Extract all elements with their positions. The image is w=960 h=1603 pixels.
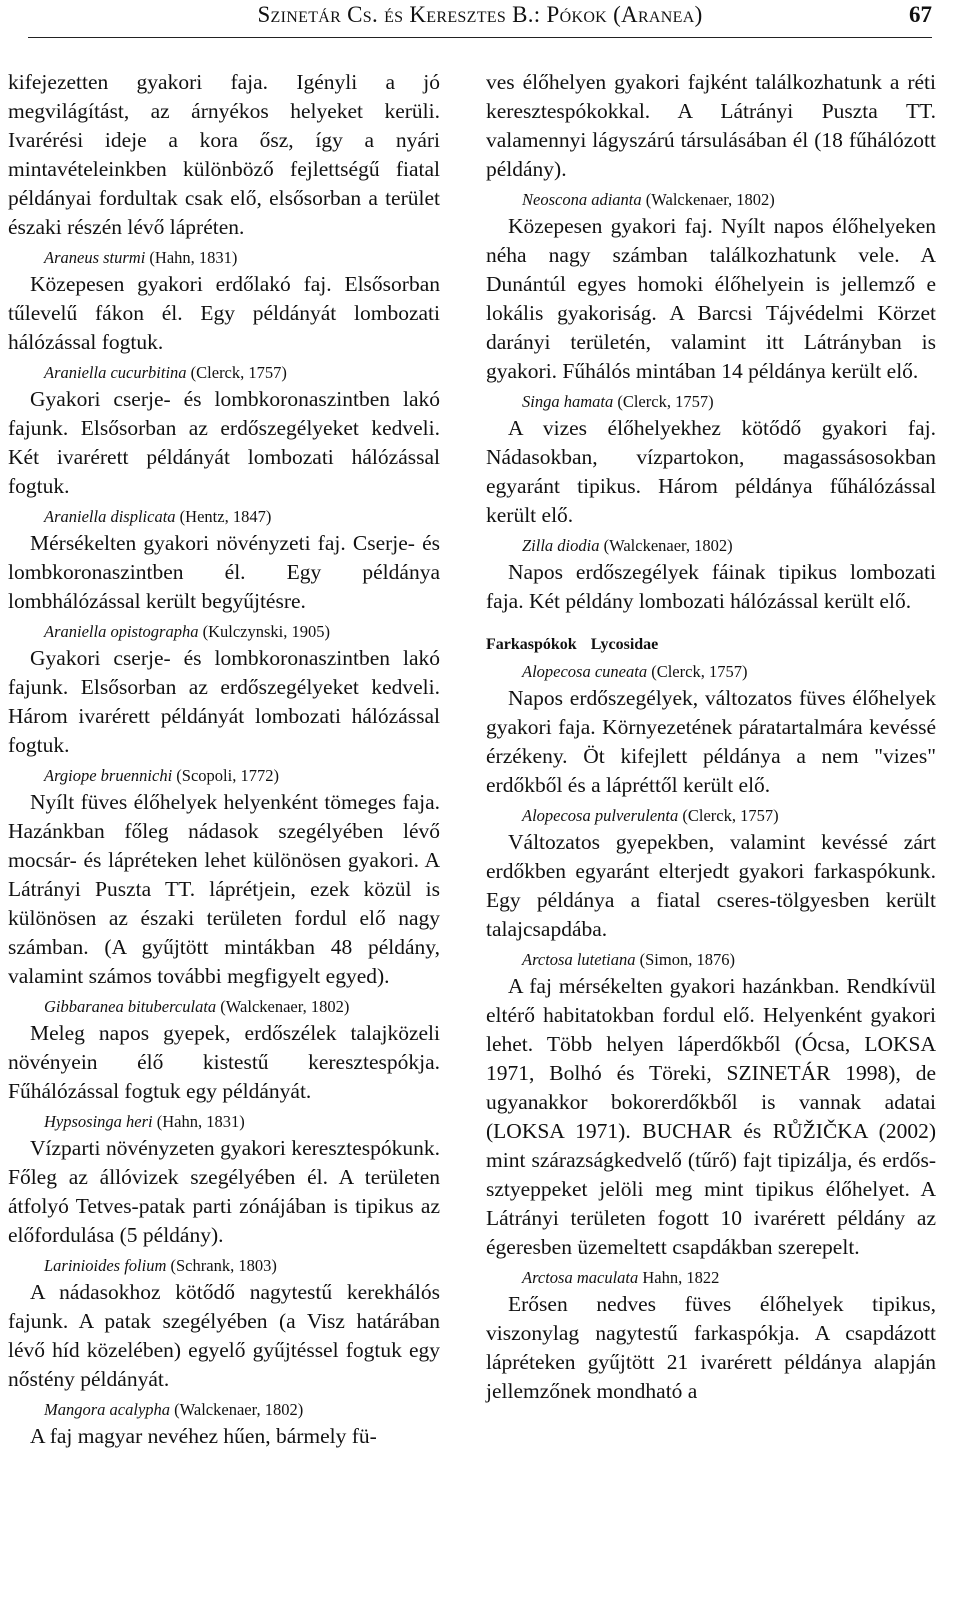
species-description: Vízparti növényzeten gyakori keresztespókunk. Főleg az állóvizek szegélyében él. A területen átfolyó Tetves-patak parti zónájában is tipikus az előfordulása (5 példány). bbox=[8, 1136, 440, 1247]
species-name: Arctosa lutetiana bbox=[522, 950, 636, 969]
species-description: Közepesen gyakori faj. Nyílt napos élőhelyeken néha nagy számban találkozhatunk vele. A Dunántúl egyes homoki élőhelyein is jellemző e lokális gyakoriság. A Barcsi Tájvédelmi Körzet darányi területén, valamint itt Látrányban is gyakori. Fűhálós mintában 14 példánya került elő. bbox=[486, 214, 936, 383]
species-name: Araniella opistographa bbox=[44, 622, 199, 641]
species-description: Gyakori cserje- és lombkoronaszintben lakó fajunk. Elsősorban az erdőszegélyeket kedveli. Két ivarérett példányát lombozati hálózással fogtuk. bbox=[8, 387, 440, 498]
species-heading bbox=[8, 1398, 440, 1421]
species-description: Mérsékelten gyakori növényzeti faj. Cserje- és lombkoronaszintben él. Egy példánya lombhálózással került begyűjtésre. bbox=[8, 531, 440, 613]
species-name: Araniella cucurbitina bbox=[44, 363, 187, 382]
right-column bbox=[486, 68, 936, 1406]
species-author: (Hahn, 1831) bbox=[156, 1112, 245, 1131]
species-description: Napos erdőszegélyek fáinak tipikus lombozati faja. Két példány lombozati hálózással került elő. bbox=[486, 560, 936, 613]
species-description: A nádasokhoz kötődő nagytestű kerekhálós fajunk. A patak szegélyében (a Visz határában lévő híd közelében) egyelő gyűjtéssel fogtuk egy nőstény példányát. bbox=[8, 1280, 440, 1391]
species-heading bbox=[8, 1110, 440, 1133]
species-heading bbox=[486, 804, 936, 827]
species-author: (Walckenaer, 1802) bbox=[603, 536, 733, 555]
species-heading bbox=[486, 188, 936, 211]
species-description: Meleg napos gyepek, erdőszélek talajközeli növényein élő kistestű keresztespókja. Fűhálózással fogtuk egy példányát. bbox=[8, 1021, 440, 1103]
species-name: Mangora acalypha bbox=[44, 1400, 171, 1419]
species-name: Araniella displicata bbox=[44, 507, 176, 526]
species-author: (Hahn, 1831) bbox=[149, 248, 238, 267]
species-author: (Clerck, 1757) bbox=[651, 662, 748, 681]
species-heading bbox=[486, 390, 936, 413]
family-name-hungarian: Farkaspókok bbox=[486, 636, 577, 653]
species-heading bbox=[8, 361, 440, 384]
family-name-latin: Lycosidae bbox=[590, 636, 659, 653]
species-description: Nyílt füves élőhelyek helyenként tömeges faja. Hazánkban főleg nádasok szegélyében lévő mocsár- és lápréteken lehet különösen gyakori. A Látrányi Puszta TT. láprétjein, ezek közül is különösen az északi területen fordul elő nagy számban. (A gyűjtött mintákban 48 példány, valamint számos további megfigyelt egyed). bbox=[8, 790, 440, 988]
species-author: Hahn, 1822 bbox=[642, 1268, 720, 1287]
running-header bbox=[28, 0, 932, 38]
species-heading bbox=[8, 1254, 440, 1277]
species-author: (Clerck, 1757) bbox=[190, 363, 287, 382]
species-author: (Scopoli, 1772) bbox=[176, 766, 279, 785]
running-title: Szinetár Cs. és Keresztes B.: Pókok (Aranea) bbox=[257, 2, 703, 27]
species-author: (Simon, 1876) bbox=[639, 950, 735, 969]
species-author: (Clerck, 1757) bbox=[617, 392, 714, 411]
paragraph-continued: ves élőhelyen gyakori fajként találkozhatunk a réti keresztespókokkal. A Látrányi Puszta TT. valamennyi lágyszárú társulásában él (18 fűhálózott példány). bbox=[486, 70, 936, 181]
species-author: (Hentz, 1847) bbox=[179, 507, 272, 526]
species-name: Larinioides folium bbox=[44, 1256, 167, 1275]
species-description: Közepesen gyakori erdőlakó faj. Elsősorban tűlevelű fákon él. Egy példányát lombozati hálózással fogtuk. bbox=[8, 272, 440, 354]
species-heading bbox=[486, 1266, 936, 1289]
species-name: Neoscona adianta bbox=[522, 190, 642, 209]
species-heading bbox=[486, 948, 936, 971]
species-heading bbox=[486, 660, 936, 683]
species-author: (Schrank, 1803) bbox=[170, 1256, 277, 1275]
species-heading bbox=[8, 764, 440, 787]
species-name: Singa hamata bbox=[522, 392, 614, 411]
species-name: Hypsosinga heri bbox=[44, 1112, 153, 1131]
species-name: Alopecosa cuneata bbox=[522, 662, 648, 681]
species-name: Araneus sturmi bbox=[44, 248, 146, 267]
species-author: (Walckenaer, 1802) bbox=[645, 190, 775, 209]
species-author: (Kulczynski, 1905) bbox=[202, 622, 330, 641]
species-name: Arctosa maculata bbox=[522, 1268, 639, 1287]
left-column bbox=[8, 68, 440, 1451]
species-heading bbox=[8, 505, 440, 528]
species-author: (Walckenaer, 1802) bbox=[220, 997, 350, 1016]
page-number: 67 bbox=[909, 2, 932, 27]
family-heading bbox=[486, 634, 936, 656]
species-description: A faj magyar nevéhez hűen, bármely fü- bbox=[30, 1424, 377, 1448]
species-heading bbox=[8, 620, 440, 643]
species-author: (Clerck, 1757) bbox=[682, 806, 779, 825]
species-heading bbox=[8, 995, 440, 1018]
species-heading bbox=[486, 534, 936, 557]
species-name: Alopecosa pulverulenta bbox=[522, 806, 679, 825]
species-author: (Walckenaer, 1802) bbox=[174, 1400, 304, 1419]
species-description: Gyakori cserje- és lombkoronaszintben lakó fajunk. Elsősorban az erdőszegélyeket kedveli. Három ivarérett példányát lombozati hálózással fogtuk. bbox=[8, 646, 440, 757]
species-description: A vizes élőhelyekhez kötődő gyakori faj. Nádasokban, vízpartokon, magassásosokban egyaránt tipikus. Három példánya fűhálózással került elő. bbox=[486, 416, 936, 527]
species-description: A faj mérsékelten gyakori hazánkban. Rendkívül eltérő habitatokban fordul elő. Helyenként gyakori lehet. Több helyen láperdőkből (Ócsa, LOKSA 1971, Bolhó és Töreki, SZINETÁR 1998), de ugyanakkor bokorerdőkből is vannak adatai (LOKSA 1971). BUCHAR és RŮŽIČKA (2002) mint szárazságkedvelő (tűrő) fajt tipizálja, és erdős-sztyeppeket jelöli meg mint tipikus élőhelyet. A Látrányi területen fogott 10 ivarérett példány az égeresben üzemeltett csapdákban szerepelt. bbox=[486, 974, 936, 1259]
species-heading bbox=[8, 246, 440, 269]
species-name: Zilla diodia bbox=[522, 536, 600, 555]
species-description: Erősen nedves füves élőhelyek tipikus, viszonylag nagytestű farkaspókja. A csapdázott lápréteken gyűjtött 21 ivarérett példánya alapján jellemzőnek mondható a bbox=[486, 1292, 936, 1403]
species-description: Változatos gyepekben, valamint kevéssé zárt erdőkben egyaránt elterjedt gyakori farkaspókunk. Egy példánya a fiatal cseres-tölgyesben került talajcsapdába. bbox=[486, 830, 936, 941]
species-name: Gibbaranea bituberculata bbox=[44, 997, 217, 1016]
paragraph-continued: kifejezetten gyakori faja. Igényli a jó megvilágítást, az árnyékos helyeket kerüli. Ivarérési ideje a kora ősz, így a nyári mintavételeinkben különböző fejlettségű fiatal példányai fordultak csak elő, elsősorban a terület északi részén lévő lápréten. bbox=[8, 70, 440, 239]
species-name: Argiope bruennichi bbox=[44, 766, 173, 785]
species-description: Napos erdőszegélyek, változatos füves élőhelyek gyakori faja. Környezetének páratartalmára kevéssé érzékeny. Öt kifejlett példánya a nem "vizes" erdőkből és a lápréttől került elő. bbox=[486, 686, 936, 797]
